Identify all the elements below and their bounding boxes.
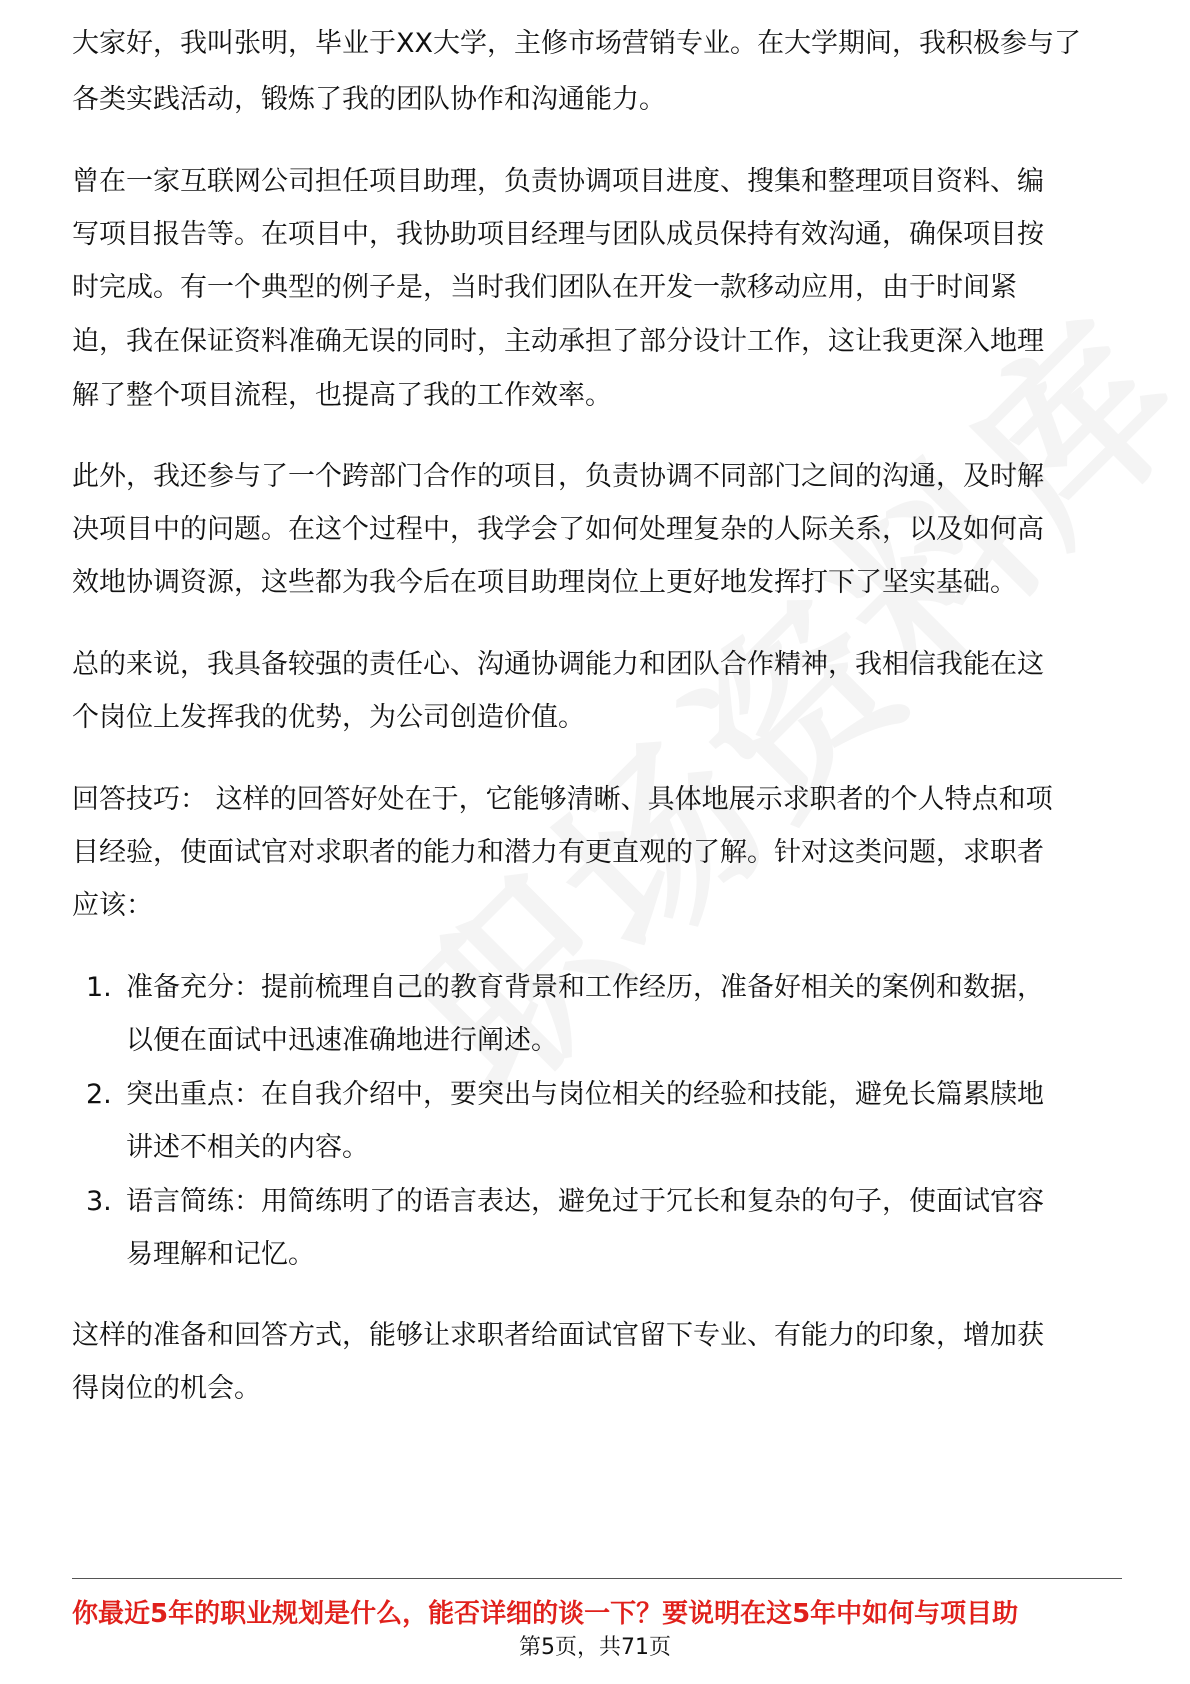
list-item-number: 1.	[86, 972, 112, 1003]
paragraph-line: 时完成。有一个典型的例子是，当时我们团队在开发一款移动应用，由于时间紧	[72, 272, 1017, 303]
paragraph-line: 这样的准备和回答方式，能够让求职者给面试官留下专业、有能力的印象，增加获	[72, 1320, 1044, 1351]
paragraph-line: 总的来说，我具备较强的责任心、沟通协调能力和团队合作精神，我相信我能在这	[72, 649, 1044, 680]
list-item-line: 语言简练：用简练明了的语言表达，避免过于冗长和复杂的句子，使面试官容	[126, 1186, 1044, 1217]
list-item-line: 准备充分：提前梳理自己的教育背景和工作经历，准备好相关的案例和数据，	[126, 972, 1044, 1003]
section-divider	[72, 1578, 1122, 1579]
paragraph-line: 目经验，使面试官对求职者的能力和潜力有更直观的了解。针对这类问题，求职者	[72, 837, 1044, 868]
next-question-heading: 你最近5年的职业规划是什么，能否详细的谈一下？要说明在这5年中如何与项目助	[72, 1599, 1019, 1629]
list-item-line: 讲述不相关的内容。	[126, 1132, 369, 1163]
list-item-line: 突出重点：在自我介绍中，要突出与岗位相关的经验和技能，避免长篇累牍地	[126, 1079, 1044, 1110]
paragraph-line-clipped: 大家好，我叫张明，毕业于XX大学，主修市场营销专业。在大学期间，我积极参与了	[72, 28, 1081, 59]
list-item-number: 3.	[86, 1186, 112, 1217]
paragraph-line: 效地协调资源，这些都为我今后在项目助理岗位上更好地发挥打下了坚实基础。	[72, 567, 1017, 598]
paragraph-line: 曾在一家互联网公司担任项目助理，负责协调项目进度、搜集和整理项目资料、编	[72, 166, 1044, 197]
paragraph-line: 迫，我在保证资料准确无误的同时，主动承担了部分设计工作，这让我更深入地理	[72, 326, 1044, 357]
paragraph-line: 解了整个项目流程，也提高了我的工作效率。	[72, 380, 612, 411]
list-item-line: 易理解和记忆。	[126, 1239, 315, 1270]
paragraph-line: 决项目中的问题。在这个过程中，我学会了如何处理复杂的人际关系，以及如何高	[72, 514, 1044, 545]
paragraph-line: 写项目报告等。在项目中，我协助项目经理与团队成员保持有效沟通，确保项目按	[72, 219, 1044, 250]
page-number: 第5页，共71页	[519, 1635, 671, 1660]
paragraph-line: 得岗位的机会。	[72, 1373, 261, 1404]
list-item-number: 2.	[86, 1079, 112, 1110]
paragraph-line: 此外，我还参与了一个跨部门合作的项目，负责协调不同部门之间的沟通，及时解	[72, 461, 1044, 492]
paragraph-line: 各类实践活动，锻炼了我的团队协作和沟通能力。	[72, 84, 666, 115]
paragraph-line: 应该：	[72, 890, 153, 921]
paragraph-line: 个岗位上发挥我的优势，为公司创造价值。	[72, 702, 585, 733]
paragraph-line: 回答技巧： 这样的回答好处在于，它能够清晰、具体地展示求职者的个人特点和项	[72, 784, 1053, 815]
list-item-line: 以便在面试中迅速准确地进行阐述。	[126, 1025, 558, 1056]
